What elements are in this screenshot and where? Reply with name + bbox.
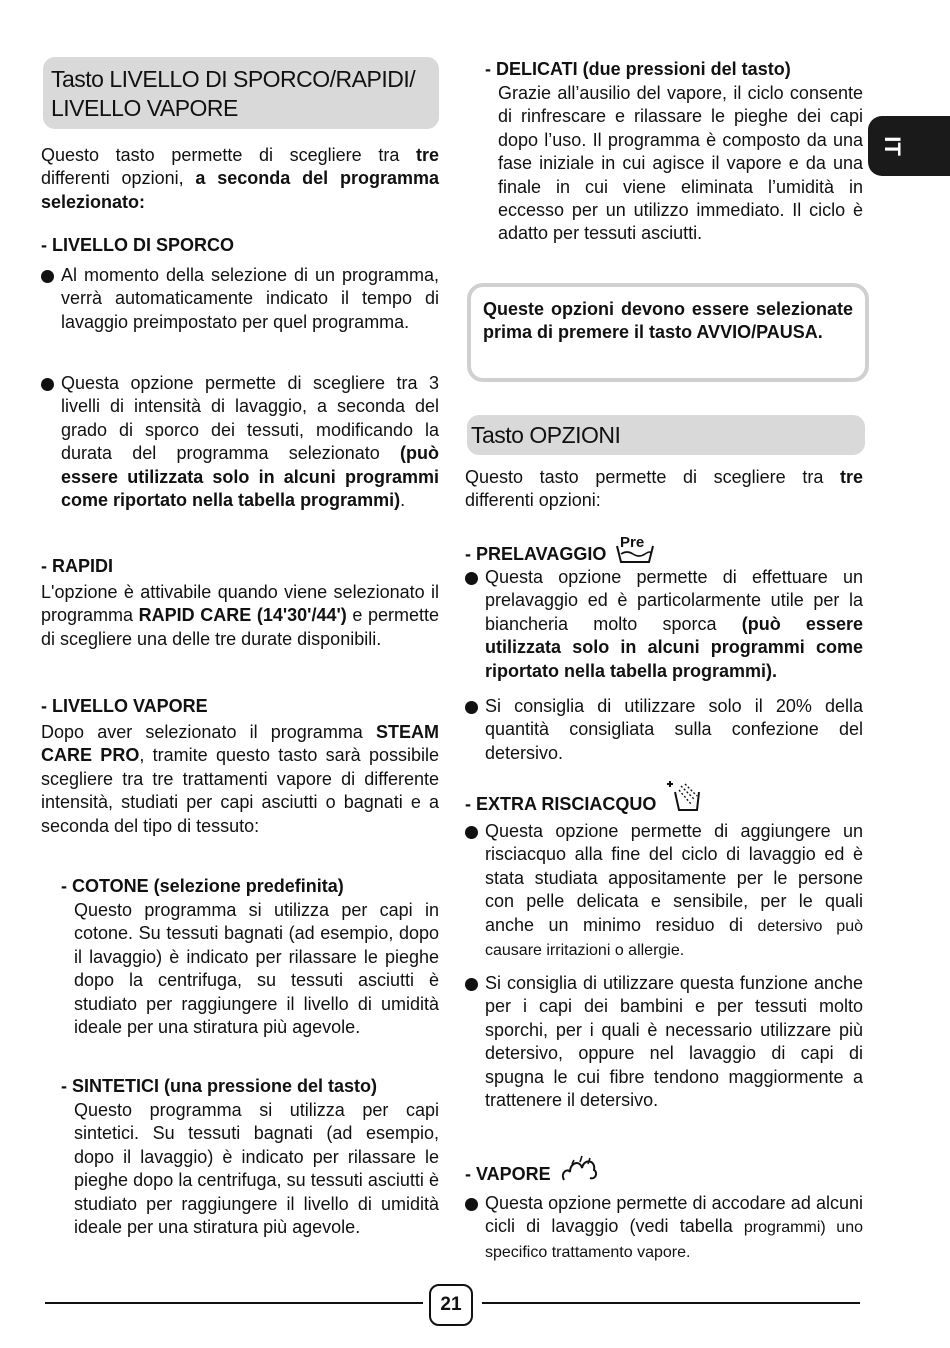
language-tab-label: IT [880,136,905,156]
bullet-text: Questa opzione permette di effettuare un prelavaggio ed è particolarmente utile per la biancheria molto sporca (può essere utilizzata solo in alcuni programmi come riportato nella tabella programmi). [485,567,863,681]
svg-text:Pre: Pre [620,534,645,551]
section-title-livello-sporco [43,57,439,129]
notice-box [467,283,869,382]
heading-vapore: - VAPORE [465,1150,598,1198]
steam-icon [560,1150,598,1198]
bullet-risciacquo-1 [465,820,863,962]
bullet-text: Questa opzione permette di accodare ad alcuni cicli di lavaggio (vedi tabella programmi) uno specifico trattamento vapore. [485,1193,863,1261]
footer-rule-left [45,1302,423,1304]
heading-prelavaggio: - PRELAVAGGIO Pre [465,532,655,573]
rapidi-paragraph: L'opzione è attivabile quando viene selezionato il programma RAPID CARE (14'30'/44') e permette di scegliere una delle tre durate disponibili. [41,582,440,649]
section-title-text: Tasto OPZIONI [471,422,621,448]
heading-rapidi: - RAPIDI [41,556,113,576]
bullet-vapore [465,1192,863,1264]
bullet-prelavaggio-1 [465,566,863,684]
heading-livello-sporco: - LIVELLO DI SPORCO [41,235,235,255]
bullet-text: Questa opzione permette di scegliere tra 3 livelli di intensità di lavaggio, a seconda del grado di sporco dei tessuti, modificando la durata del programma selezionato (può essere utilizzata solo in alcuni programmi come riportato nella tabella programmi). [61,373,439,511]
heading-delicati: - DELICATI (due pressioni del tasto) [485,59,791,79]
bullet-text: Si consiglia di utilizzare solo il 20% della quantità consigliata sulla confezione del detersivo. [485,696,863,763]
bullet-text: Si consiglia di utilizzare questa funzione anche per i capi dei bambini e per tessuti molto sporchi, per i quali è necessario utilizzare più detersivo, oppure nel lavaggio di capi di spugna le cui fibre tendono maggiormente a trattenere il detersivo. [485,973,863,1111]
heading-cotone: - COTONE (selezione predefinita) [61,876,344,896]
heading-livello-vapore: - LIVELLO VAPORE [41,696,208,716]
bullet-risciacquo-2 [465,972,863,1138]
bullet-dot [41,270,54,283]
bullet-sporco-1 [41,264,439,360]
bullet-text: Al momento della selezione di un programma, verrà automaticamente indicato il tempo di lavaggio preimpostato per quel programma. [61,265,439,332]
intro-paragraph: Questo tasto permette di scegliere tra tre differenti opzioni, a seconda del programma selezionato: [41,145,439,212]
heading-sintetici: - SINTETICI (una pressione del tasto) [61,1076,378,1096]
notice-text: Queste opzioni devono essere selezionate prima di premere il tasto AVVIO/PAUSA. [483,299,853,343]
bullet-prelavaggio-2 [465,695,863,767]
section-title-line-1: Tasto LIVELLO DI SPORCO/RAPIDI/ [51,66,416,92]
footer-rule-right [482,1302,860,1304]
section-title-line-2: LIVELLO VAPORE [51,95,238,121]
sintetici-paragraph: Questo programma si utilizza per capi sintetici. Su tessuti bagnati (ad esempio, dopo il lavaggio) è indicato per rilassare le pieghe dopo la centrifuga, su tessuti asciutti è studiato per raggiungere il livello di umidità ideale per una stiratura più agevole. [74,1100,439,1238]
delicati-paragraph: Grazie all’ausilio del vapore, il ciclo consente di rinfrescare e rilassare le pieghe dei capi dopo l’uso. Il programma è composto da una fase iniziale in cui agisce il vapore e da una finale in cui viene eliminata l’umidità in eccesso per un utilizzo immediato. Il ciclo è adatto per tessuti asciutti. [498,83,863,244]
bullet-dot [465,572,478,585]
cotone-paragraph: Questo programma si utilizza per capi in cotone. Su tessuti bagnati (ad esempio, dopo il lavaggio) è indicato per rilassare le pieghe dopo la centrifuga, su tessuti asciutti è studiato per raggiungere il livello di umidità ideale per una stiratura più agevole. [74,900,439,1038]
section-title-opzioni [467,415,865,455]
heading-extra-risciacquo: - EXTRA RISCIACQUO [465,778,701,828]
bullet-dot [465,701,478,714]
bullet-dot [465,826,478,839]
page-number: 21 [429,1284,473,1326]
bullet-sporco-2 [41,372,439,538]
language-tab [868,116,950,176]
bullet-dot [41,378,54,391]
bullet-dot [465,978,478,991]
vapore-paragraph: Dopo aver selezionato il programma STEAM CARE PRO, tramite questo tasto sarà possibile scegliere tra tre trattamenti vapore di differente intensità, studiati per capi asciutti o bagnati e a seconda del tipo di tessuto: [41,722,440,836]
bullet-dot [465,1198,478,1211]
bullet-text: Questa opzione permette di aggiungere un risciacquo alla fine del ciclo di lavaggio ed è stata studiata appositamente per le persone con pelle delicata e sensibile, per le quali anche un minimo residuo di detersivo può causare irritazioni o allergie. [485,821,863,960]
opzioni-intro-paragraph: Questo tasto permette di scegliere tra tre differenti opzioni: [465,467,863,511]
